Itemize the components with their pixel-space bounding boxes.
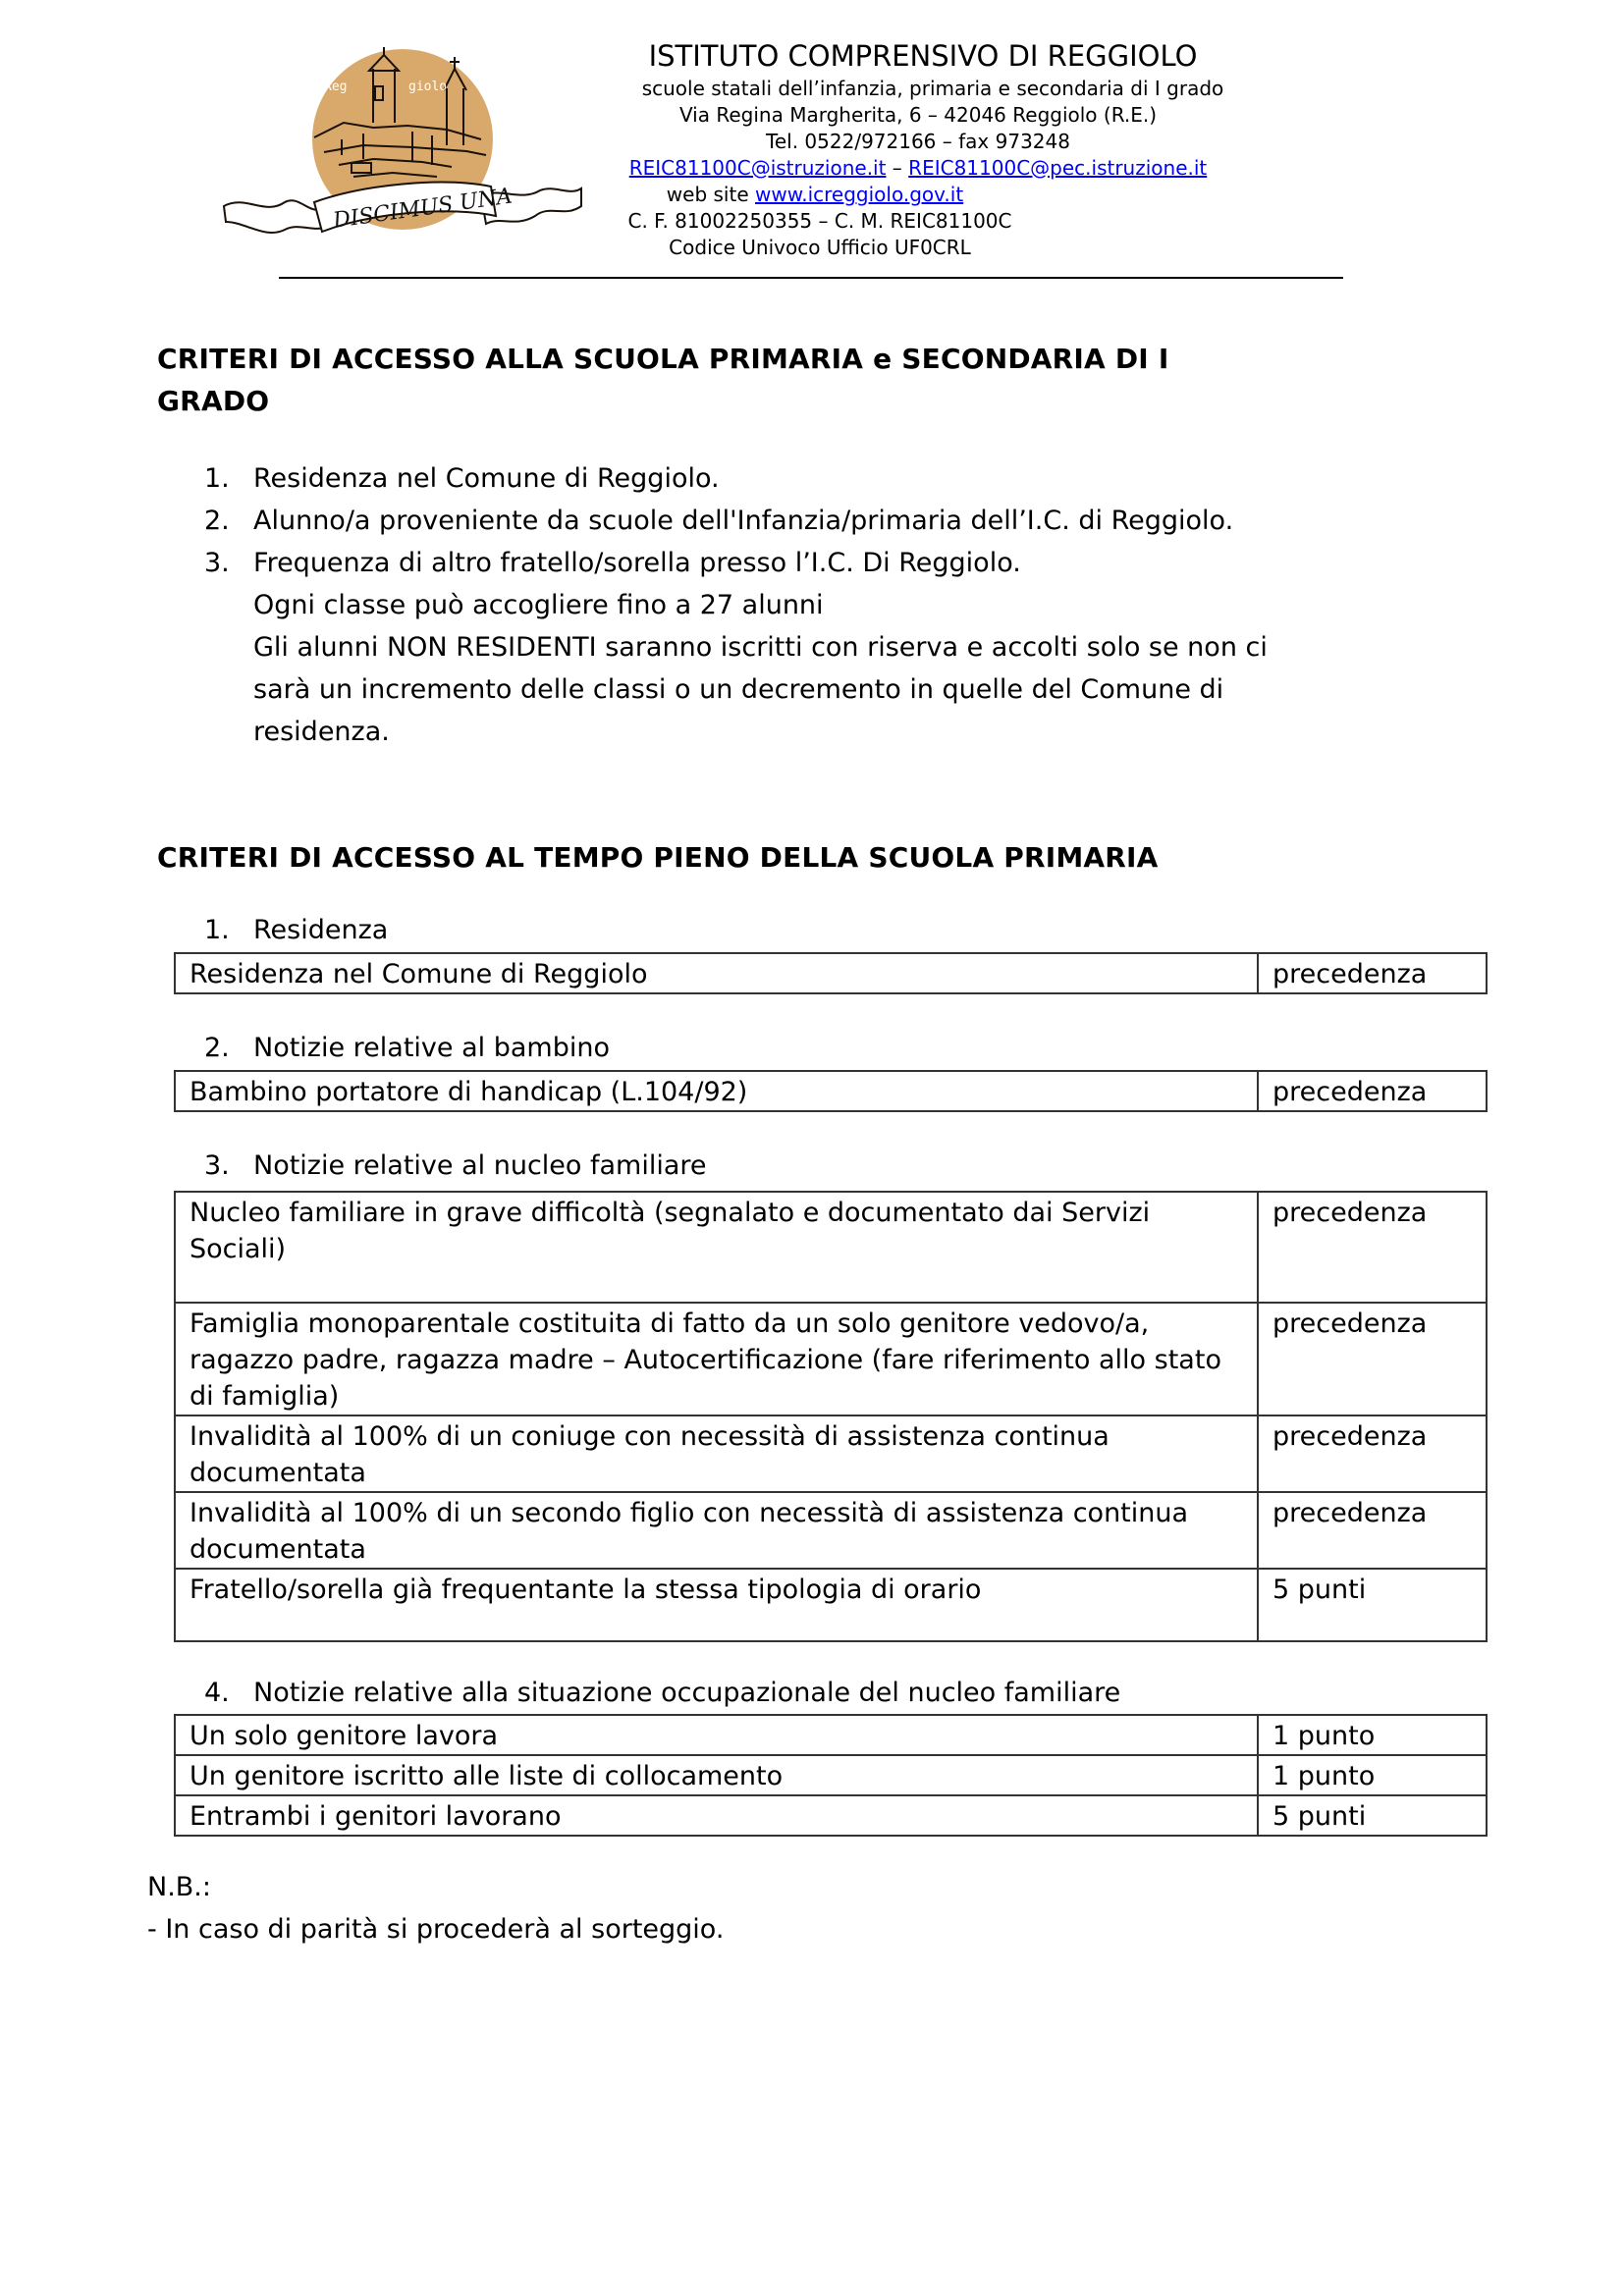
criterion-cell: Fratello/sorella già frequentante la stessa tipologia di orario xyxy=(175,1569,1258,1641)
table-row xyxy=(175,1303,1487,1415)
website-link[interactable]: www.icreggiolo.gov.it xyxy=(755,183,964,206)
criterion-cell: Invalidità al 100% di un coniuge con necessità di assistenza continua documentata xyxy=(175,1415,1258,1492)
town-emblem-icon xyxy=(216,29,589,255)
section1-title-line2: GRADO xyxy=(157,385,270,417)
svg-text:giolo: giolo xyxy=(408,80,448,94)
group-label-bambino: Notizie relative al bambino xyxy=(253,1033,610,1063)
table-row xyxy=(175,1715,1487,1755)
value-cell: precedenza xyxy=(1258,1415,1487,1492)
nb-label: N.B.: xyxy=(147,1872,211,1902)
criterion-cell: Un solo genitore lavora xyxy=(175,1715,1258,1755)
non-resident-note-cont: sarà un incremento delle classi o un decremento in quelle del Comune di xyxy=(253,674,1224,705)
value-cell: precedenza xyxy=(1258,1492,1487,1569)
table-row xyxy=(175,1192,1487,1303)
criterion-cell: Residenza nel Comune di Reggiolo xyxy=(175,953,1258,993)
institute-website xyxy=(574,183,1056,206)
institute-office-code: Codice Univoco Ufficio UF0CRL xyxy=(669,236,971,259)
email-link[interactable]: REIC81100C@istruzione.it xyxy=(628,156,887,180)
criterion-cell: Un genitore iscritto alle liste di collocamento xyxy=(175,1755,1258,1795)
value-cell: precedenza xyxy=(1258,953,1487,993)
table-row xyxy=(175,1795,1487,1836)
value-cell: 1 punto xyxy=(1258,1755,1487,1795)
table-row xyxy=(175,1415,1487,1492)
value-cell: 1 punto xyxy=(1258,1715,1487,1755)
svg-text:Reg: Reg xyxy=(324,80,348,94)
criterion-cell: Nucleo familiare in grave difficoltà (segnalato e documentato dai Servizi Sociali) xyxy=(175,1192,1258,1303)
list-item-number: 2. xyxy=(204,506,230,536)
institute-phone: Tel. 0522/972166 – fax 973248 xyxy=(766,130,1070,153)
group-number: 1. xyxy=(204,915,230,945)
table-row xyxy=(175,953,1487,993)
non-resident-note-end: residenza. xyxy=(253,717,390,747)
institute-subtitle: scuole statali dell’infanzia, primaria e secondaria di I grado xyxy=(641,77,1224,100)
value-cell: 5 punti xyxy=(1258,1795,1487,1836)
criterion-cell: Famiglia monoparentale costituita di fatto da un solo genitore vedovo/a, ragazzo padre, ragazza madre – Autocertificazione (fare riferimento allo stato di famiglia) xyxy=(175,1303,1258,1415)
section1-title-line1: CRITERI DI ACCESSO ALLA SCUOLA PRIMARIA e SECONDARIA DI I xyxy=(157,343,1169,375)
list-item: Frequenza di altro fratello/sorella presso l’I.C. Di Reggiolo. xyxy=(253,548,1021,578)
svg-text:DISCIMUS UNA: DISCIMUS UNA xyxy=(331,184,514,234)
criterion-cell: Bambino portatore di handicap (L.104/92) xyxy=(175,1071,1258,1111)
institute-address: Via Regina Margherita, 6 – 42046 Reggiolo (R.E.) xyxy=(678,103,1158,127)
institute-emails xyxy=(574,156,1262,180)
non-resident-note: Gli alunni NON RESIDENTI saranno iscritti con riserva e accolti solo se non ci xyxy=(253,632,1268,663)
group-label-residenza: Residenza xyxy=(253,915,389,945)
school-logo xyxy=(216,29,589,255)
criteria-table-bambino xyxy=(174,1070,1488,1112)
list-item-number: 3. xyxy=(204,548,230,578)
criterion-cell: Entrambi i genitori lavorano xyxy=(175,1795,1258,1836)
group-number: 3. xyxy=(204,1150,230,1181)
table-row xyxy=(175,1755,1487,1795)
criterion-cell: Invalidità al 100% di un secondo figlio con necessità di assistenza continua documentata xyxy=(175,1492,1258,1569)
criteria-table-nucleo xyxy=(174,1191,1488,1642)
criteria-table-occupazione xyxy=(174,1714,1488,1837)
group-label-occupazione: Notizie relative alla situazione occupazionale del nucleo familiare xyxy=(253,1678,1121,1708)
group-number: 4. xyxy=(204,1678,230,1708)
website-label: web site xyxy=(666,183,755,206)
list-item: Residenza nel Comune di Reggiolo. xyxy=(253,463,720,494)
list-item-number: 1. xyxy=(204,463,230,494)
group-number: 2. xyxy=(204,1033,230,1063)
criteria-table-residenza xyxy=(174,952,1488,994)
value-cell: 5 punti xyxy=(1258,1569,1487,1641)
class-size-note: Ogni classe può accogliere fino a 27 alunni xyxy=(253,590,824,620)
value-cell: precedenza xyxy=(1258,1303,1487,1415)
email-separator: – xyxy=(886,156,909,180)
institute-name: ISTITUTO COMPRENSIVO DI REGGIOLO xyxy=(648,39,1198,73)
header-divider xyxy=(279,277,1343,279)
tie-break-note: - In caso di parità si procederà al sorteggio. xyxy=(147,1914,725,1945)
list-item: Alunno/a proveniente da scuole dell'Infanzia/primaria dell’I.C. di Reggiolo. xyxy=(253,506,1234,536)
value-cell: precedenza xyxy=(1258,1192,1487,1303)
institute-codes: C. F. 81002250355 – C. M. REIC81100C xyxy=(627,209,1012,233)
pec-email-link[interactable]: REIC81100C@pec.istruzione.it xyxy=(908,156,1208,180)
table-row xyxy=(175,1071,1487,1111)
section2-title: CRITERI DI ACCESSO AL TEMPO PIENO DELLA SCUOLA PRIMARIA xyxy=(157,841,1159,874)
table-row xyxy=(175,1569,1487,1641)
group-label-nucleo: Notizie relative al nucleo familiare xyxy=(253,1150,707,1181)
table-row xyxy=(175,1492,1487,1569)
value-cell: precedenza xyxy=(1258,1071,1487,1111)
